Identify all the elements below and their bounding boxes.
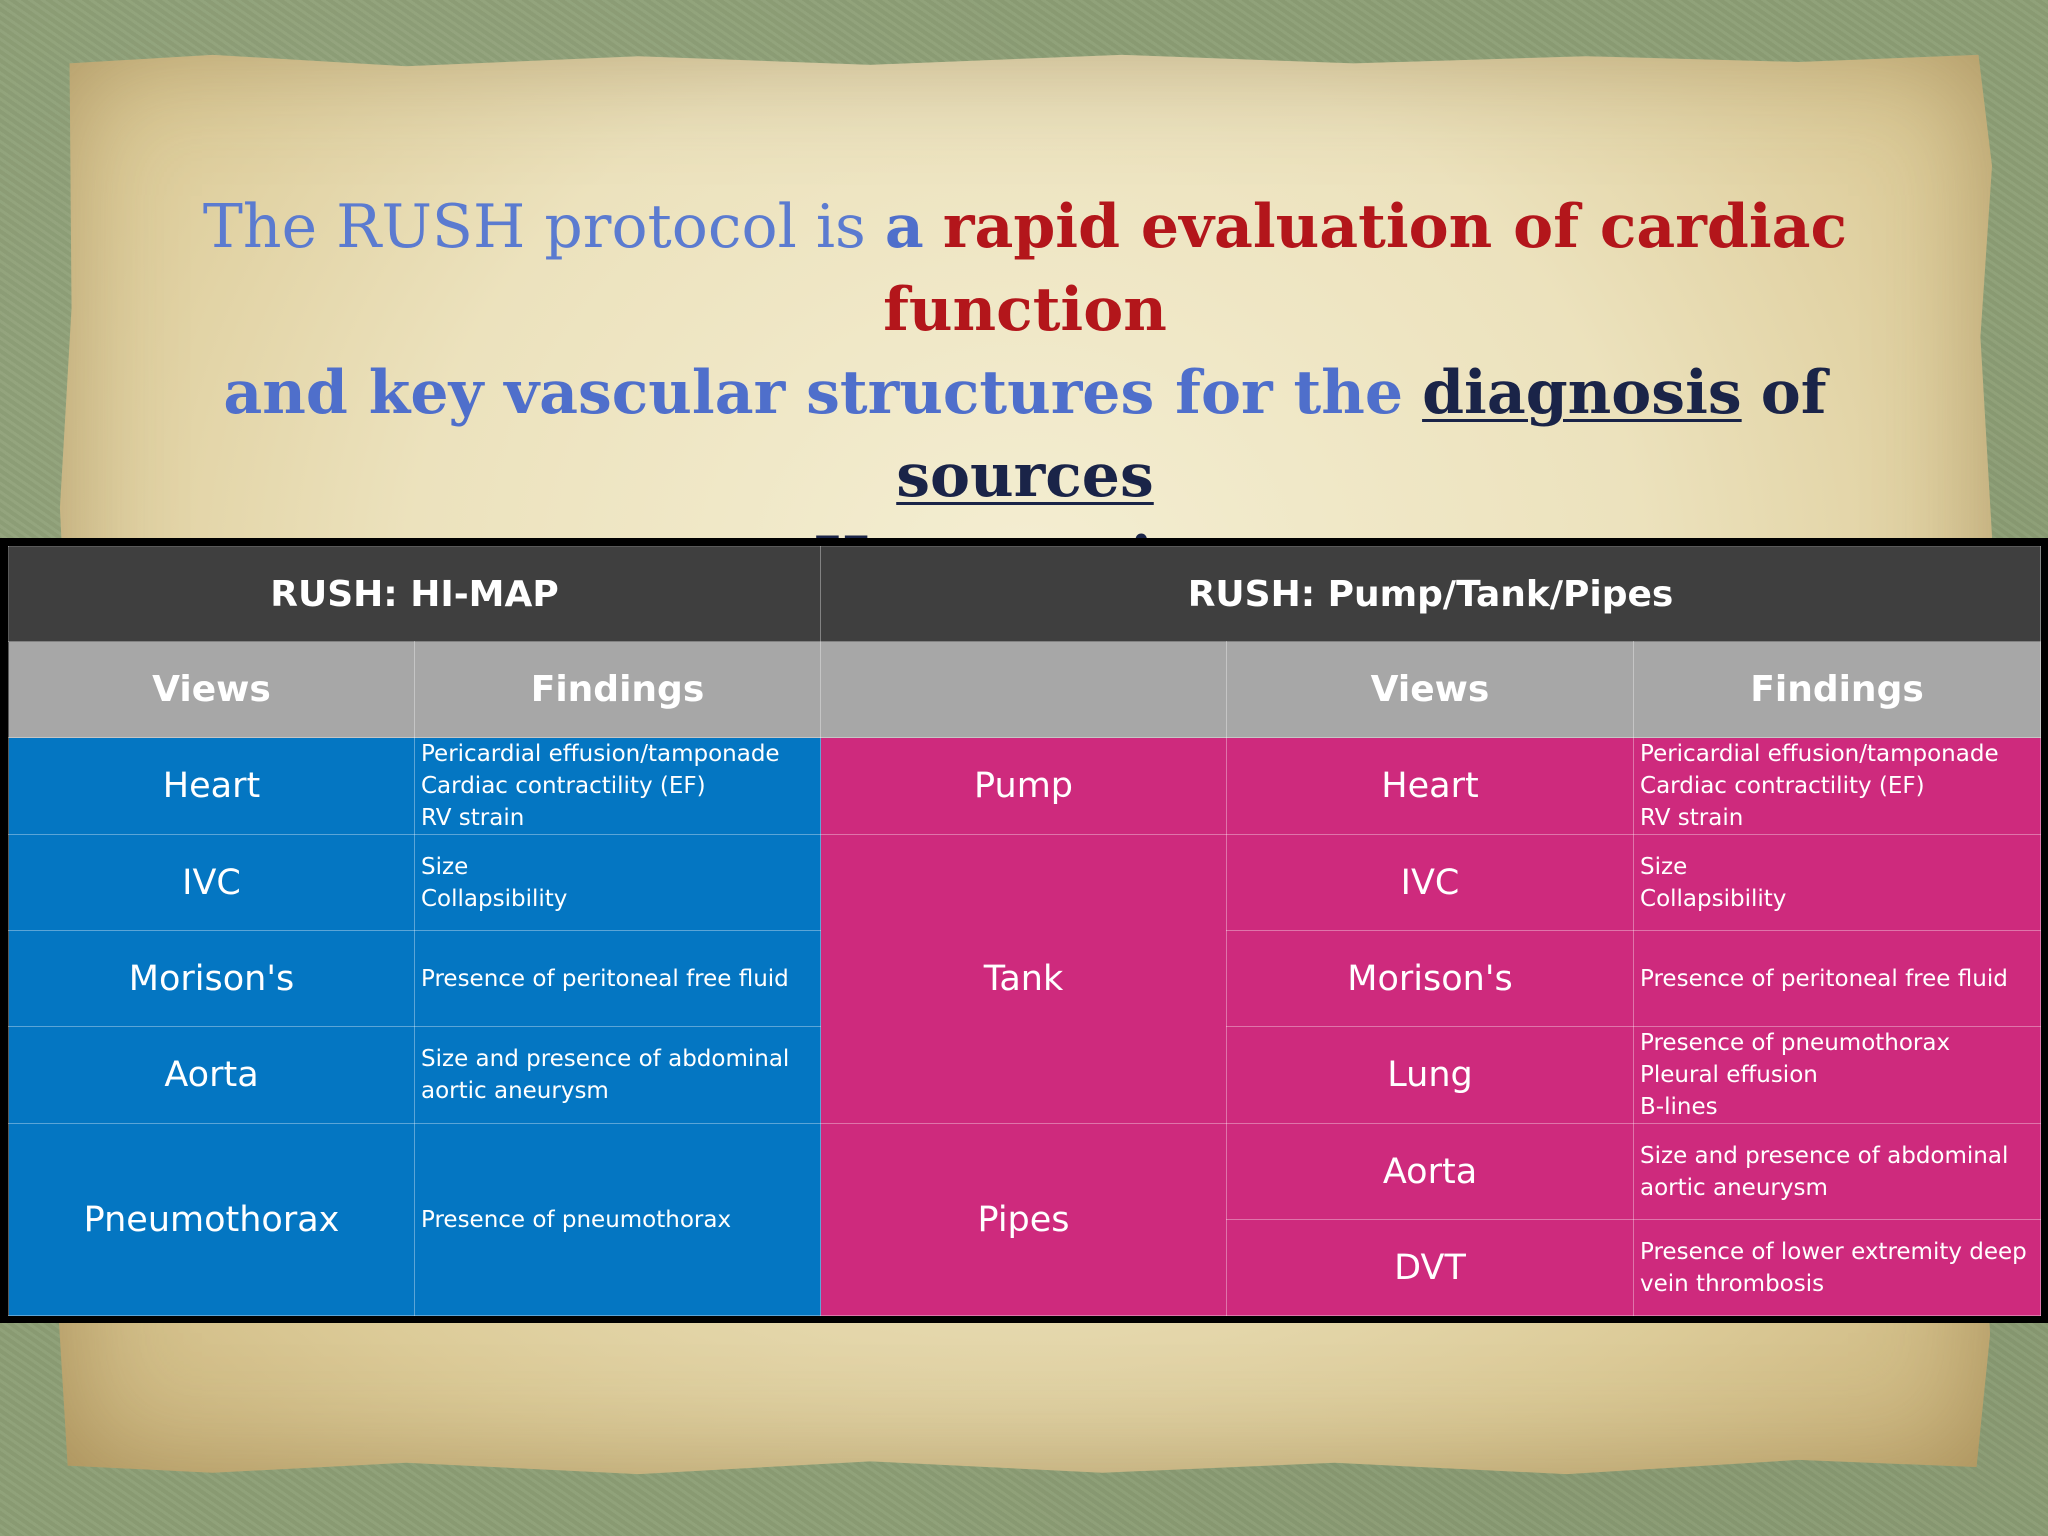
right-view-morisons: Morison's bbox=[1227, 931, 1634, 1027]
group-header-empty bbox=[821, 642, 1227, 738]
left-findings-heart bbox=[415, 738, 821, 835]
finding-line: aortic aneurysm bbox=[1640, 1174, 1828, 1201]
finding-line: Cardiac contractility (EF) bbox=[421, 773, 706, 799]
finding-line: Size bbox=[421, 853, 469, 880]
finding-line: RV strain bbox=[421, 805, 525, 831]
finding-line: Size bbox=[1640, 853, 1688, 880]
rush-table-frame bbox=[0, 538, 2048, 1323]
left-view-pneumothorax: Pneumothorax bbox=[9, 1124, 415, 1316]
right-findings-morisons bbox=[1634, 931, 2041, 1027]
right-view-ivc: IVC bbox=[1227, 835, 1634, 931]
hi-map-header: RUSH: HI-MAP bbox=[9, 547, 821, 642]
finding-line: Pericardial effusion/tamponade bbox=[421, 741, 780, 767]
rush-table bbox=[8, 546, 2041, 1316]
left-findings-header: Findings bbox=[415, 642, 821, 738]
finding-line: Collapsibility bbox=[1640, 885, 1787, 912]
left-findings-ivc bbox=[415, 835, 821, 931]
table-row bbox=[9, 1124, 2041, 1220]
finding-line: aortic aneurysm bbox=[421, 1078, 609, 1104]
left-views-header: Views bbox=[9, 642, 415, 738]
right-views-header: Views bbox=[1227, 642, 1634, 738]
group-pipes: Pipes bbox=[821, 1124, 1227, 1316]
right-findings-lung bbox=[1634, 1027, 2041, 1124]
finding-line: Pericardial effusion/tamponade bbox=[1640, 741, 1999, 767]
right-findings-heart bbox=[1634, 738, 2041, 835]
finding-line: Presence of pneumothorax bbox=[1640, 1030, 1951, 1056]
left-findings-morisons bbox=[415, 931, 821, 1027]
finding-line: B-lines bbox=[1640, 1094, 1718, 1120]
title-part5: diagnosis bbox=[1422, 358, 1742, 428]
finding-line: vein thrombosis bbox=[1640, 1270, 1825, 1297]
left-view-ivc: IVC bbox=[9, 835, 415, 931]
right-view-aorta: Aorta bbox=[1227, 1124, 1634, 1220]
table-row bbox=[9, 835, 2041, 931]
right-view-dvt: DVT bbox=[1227, 1220, 1634, 1316]
right-view-lung: Lung bbox=[1227, 1027, 1634, 1124]
finding-line: Presence of peritoneal free fluid bbox=[421, 965, 789, 992]
title-part4: and key vascular structures for the bbox=[223, 358, 1403, 428]
right-findings-aorta bbox=[1634, 1124, 2041, 1220]
finding-line: Presence of pneumothorax bbox=[421, 1206, 732, 1233]
title-part2: a bbox=[884, 192, 924, 262]
right-findings-dvt bbox=[1634, 1220, 2041, 1316]
finding-line: Size and presence of abdominal bbox=[421, 1046, 790, 1072]
left-findings-pneumothorax bbox=[415, 1124, 821, 1316]
title-part3: rapid evaluation of cardiac function bbox=[883, 192, 1848, 345]
table-row bbox=[9, 738, 2041, 835]
left-view-heart: Heart bbox=[9, 738, 415, 835]
finding-line: Presence of lower extremity deep bbox=[1640, 1238, 2027, 1265]
right-view-heart: Heart bbox=[1227, 738, 1634, 835]
left-view-aorta: Aorta bbox=[9, 1027, 415, 1124]
finding-line: RV strain bbox=[1640, 805, 1744, 831]
table-subheader-row bbox=[9, 642, 2041, 738]
right-findings-header: Findings bbox=[1634, 642, 2041, 738]
finding-line: Presence of peritoneal free fluid bbox=[1640, 965, 2008, 992]
group-tank: Tank bbox=[821, 835, 1227, 1124]
right-findings-ivc bbox=[1634, 835, 2041, 931]
finding-line: Collapsibility bbox=[421, 885, 568, 912]
title-part7: sources bbox=[896, 441, 1154, 511]
pump-tank-pipes-header: RUSH: Pump/Tank/Pipes bbox=[821, 547, 2041, 642]
group-pump: Pump bbox=[821, 738, 1227, 835]
finding-line: Pleural effusion bbox=[1640, 1062, 1818, 1088]
title-part6: of bbox=[1760, 358, 1827, 428]
left-view-morisons: Morison's bbox=[9, 931, 415, 1027]
left-findings-aorta bbox=[415, 1027, 821, 1124]
finding-line: Size and presence of abdominal bbox=[1640, 1142, 2009, 1169]
table-header-row bbox=[9, 547, 2041, 642]
title-part1: The RUSH protocol is bbox=[202, 192, 866, 262]
finding-line: Cardiac contractility (EF) bbox=[1640, 773, 1925, 799]
